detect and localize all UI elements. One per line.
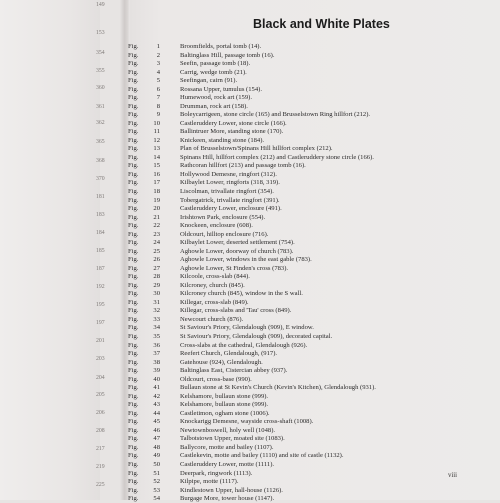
figure-label: Fig. — [128, 102, 139, 110]
figure-caption: Kilbaylet Lower, ringforts (318, 319). — [180, 179, 280, 187]
margin-number: 183 — [96, 212, 105, 218]
figure-caption: Tobergatrick, trivallate ringfort (391). — [180, 196, 280, 204]
margin-number: 208 — [96, 428, 105, 434]
figure-number: 32 — [153, 307, 160, 315]
figure-caption: Aghowle Lower, doorway of church (783). — [180, 247, 294, 255]
figure-caption: Reefert Church, Glendalough, (917). — [180, 350, 278, 358]
margin-number: 149 — [96, 2, 105, 8]
margin-number: 195 — [96, 302, 105, 308]
figure-number: 12 — [153, 136, 160, 144]
margin-number: 368 — [96, 158, 105, 164]
figure-caption: Gatehouse (924), Glendalough. — [180, 358, 263, 366]
margin-number: 187 — [96, 266, 105, 272]
figure-label: Fig. — [128, 128, 139, 136]
figure-label: Fig. — [128, 51, 139, 59]
figure-label: Fig. — [128, 273, 139, 281]
figure-label: Fig. — [128, 324, 139, 332]
figure-caption: Killegar, cross-slab (849). — [180, 298, 249, 306]
figure-label: Fig. — [128, 298, 139, 306]
figure-number: 34 — [153, 324, 160, 332]
figure-label: Fig. — [128, 341, 139, 349]
figure-caption: Plan of Brusselstown/Spinans Hill hillfort complex (212). — [180, 145, 333, 153]
figure-caption: Castleruddery Lower, enclosure (491). — [180, 205, 282, 213]
figure-label: Fig. — [128, 77, 139, 85]
figure-caption: Irishtown Park, enclosure (554). — [180, 213, 266, 221]
figure-number: 6 — [156, 85, 160, 93]
figure-number: 19 — [153, 196, 160, 204]
figure-number: 48 — [153, 443, 160, 451]
figure-caption: Knockeen, enclosure (608). — [180, 222, 253, 230]
figure-number: 5 — [156, 77, 160, 85]
figure-number: 36 — [153, 341, 160, 349]
figure-label: Fig. — [128, 307, 139, 315]
margin-number: 365 — [96, 139, 105, 145]
figure-caption: Killegar, cross-slabs and 'Tau' cross (849). — [180, 307, 292, 315]
figure-label: Fig. — [128, 205, 139, 213]
figure-number: 47 — [153, 435, 160, 443]
figure-number: 35 — [153, 333, 160, 341]
figure-number: 16 — [153, 170, 160, 178]
figure-label: Fig. — [128, 469, 139, 477]
figure-label: Fig. — [128, 145, 139, 153]
margin-number: 370 — [96, 176, 105, 182]
figure-label: Fig. — [128, 247, 139, 255]
margin-number: 355 — [96, 68, 105, 74]
figure-label: Fig. — [128, 136, 139, 144]
figure-label: Fig. — [128, 315, 139, 323]
figure-label: Fig. — [128, 85, 139, 93]
facing-page-left — [0, 0, 100, 500]
figure-label: Fig. — [128, 153, 139, 161]
margin-number: 360 — [96, 85, 105, 91]
figure-number: 3 — [156, 60, 160, 68]
figure-label: Fig. — [128, 333, 139, 341]
figure-number: 54 — [153, 495, 160, 503]
margin-number: 185 — [96, 248, 105, 254]
figure-label: Fig. — [128, 264, 139, 272]
figure-label: Fig. — [128, 111, 139, 119]
figure-number: 40 — [153, 375, 160, 383]
figure-caption: Kilpipe, motte (1117). — [180, 478, 239, 486]
figure-label: Fig. — [128, 43, 139, 50]
figure-caption: Oldcourt, cross-base (990). — [180, 375, 252, 383]
figure-number: 26 — [153, 256, 160, 264]
figure-number: 52 — [153, 478, 160, 486]
figure-caption: Talbotstown Upper, moated site (1083). — [180, 435, 285, 443]
figure-label: Fig. — [128, 60, 139, 68]
margin-number: 205 — [96, 392, 105, 398]
figure-caption: Aghowle Lower, windows in the east gable (783). — [180, 256, 312, 264]
page-title: Black and White Plates — [253, 17, 390, 31]
figure-number: 42 — [153, 392, 160, 400]
margin-number: 219 — [96, 464, 105, 470]
figure-label: Fig. — [128, 196, 139, 204]
figure-label: Fig. — [128, 367, 139, 375]
figure-number: 39 — [153, 367, 160, 375]
figure-number: 8 — [156, 102, 160, 110]
figure-caption: Hollywood Demesne, ringfort (312). — [180, 170, 277, 178]
figure-caption: St Saviour's Priory, Glendalough (909), decorated capital. — [180, 333, 333, 341]
figure-caption: Baltinglass East, Cistercian abbey (937). — [180, 367, 288, 375]
figure-caption: Boleycarrigeen, stone circle (165) and Brusselstown Ring hillfort (212). — [180, 111, 371, 119]
figure-number: 44 — [153, 409, 160, 417]
figure-caption: Knickeen, standing stone (184). — [180, 136, 265, 144]
figure-caption: Drumman, rock art (158). — [180, 102, 248, 110]
figure-caption: Kelshamore, bullaun stone (999). — [180, 392, 269, 400]
margin-number: 197 — [96, 320, 105, 326]
figure-label: Fig. — [128, 495, 139, 503]
figure-number: 14 — [153, 153, 160, 161]
figure-number: 1 — [156, 43, 160, 50]
figure-caption: Kilbaylet Lower, deserted settlement (754). — [180, 239, 295, 247]
margin-number: 354 — [96, 50, 105, 56]
margin-number: 201 — [96, 338, 105, 344]
margin-number: 225 — [96, 482, 105, 488]
margin-number: 192 — [96, 284, 105, 290]
figure-caption: Ballycore, motte and bailey (1107). — [180, 443, 274, 451]
figure-number: 27 — [153, 264, 160, 272]
figure-number: 24 — [153, 239, 160, 247]
figure-number: 46 — [153, 426, 160, 434]
figure-caption: Castlekevin, motte and bailey (1110) and site of castle (1132). — [180, 452, 344, 460]
figure-number: 28 — [153, 273, 160, 281]
figure-number: 23 — [153, 230, 160, 238]
margin-number: 181 — [96, 194, 105, 200]
figure-caption: Carrig, wedge tomb (21). — [180, 68, 247, 76]
figure-label: Fig. — [128, 486, 139, 494]
figure-caption: Baltinglass Hill, passage tomb (16). — [180, 51, 275, 59]
figure-label: Fig. — [128, 409, 139, 417]
figure-label: Fig. — [128, 443, 139, 451]
figure-caption: Bullaun stone at St Kevin's Church (Kevin's Kitchen), Glendalough (931). — [180, 384, 376, 392]
figure-label: Fig. — [128, 68, 139, 76]
figure-caption: Kilcroney church (845), window in the S wall. — [180, 290, 303, 298]
figure-label: Fig. — [128, 350, 139, 358]
margin-number: 184 — [96, 230, 105, 236]
figure-number: 45 — [153, 418, 160, 426]
figure-number: 10 — [153, 119, 160, 127]
figure-number: 9 — [156, 111, 160, 119]
figure-caption: Newcourt church (876). — [180, 315, 244, 323]
figure-caption: Cross-slabs at the cathedral, Glendalough (926). — [180, 341, 308, 349]
margin-number: 217 — [96, 446, 105, 452]
figure-number: 11 — [153, 128, 160, 136]
figure-number: 21 — [153, 213, 160, 221]
figure-label: Fig. — [128, 256, 139, 264]
figure-label: Fig. — [128, 119, 139, 127]
figure-caption: Oldcourt, hilltop enclosure (716). — [180, 230, 269, 238]
figure-caption: Burgage More, tower house (1147). — [180, 495, 275, 503]
figure-caption: Kelshamore, bullaun stone (999). — [180, 401, 269, 409]
figure-number: 41 — [153, 384, 160, 392]
figure-number: 51 — [153, 469, 160, 477]
figure-label: Fig. — [128, 452, 139, 460]
figure-row — [128, 494, 274, 503]
figure-number: 15 — [153, 162, 160, 170]
figure-caption: Liscolman, trivallate ringfort (354). — [180, 188, 274, 195]
figure-label: Fig. — [128, 460, 139, 468]
figure-label: Fig. — [128, 401, 139, 409]
figure-caption: Newtownboswell, holy well (1048). — [180, 426, 276, 434]
figure-label: Fig. — [128, 418, 139, 426]
figure-caption: Deerpark, ringwork (1113). — [180, 469, 253, 477]
figure-number: 18 — [153, 188, 160, 195]
figure-caption: Rathcoran hillfort (213) and passage tomb (16). — [180, 162, 306, 170]
figure-caption: Spinans Hill, hillfort complex (212) and Castleruddery stone circle (166). — [180, 153, 374, 161]
figure-number: 20 — [153, 205, 160, 213]
figure-number: 13 — [153, 145, 160, 153]
figure-label: Fig. — [128, 188, 139, 195]
figure-label: Fig. — [128, 179, 139, 187]
figure-label: Fig. — [128, 213, 139, 221]
figure-number: 31 — [153, 298, 160, 306]
margin-number: 204 — [96, 375, 105, 381]
figure-caption: Seefin, passage tomb (18). — [180, 60, 251, 68]
figure-caption: Kilcoole, cross-slab (844). — [180, 273, 250, 281]
figure-label: Fig. — [128, 281, 139, 289]
figure-number: 30 — [153, 290, 160, 298]
figure-caption: Castletimon, ogham stone (1006). — [180, 409, 270, 417]
figure-number: 29 — [153, 281, 160, 289]
figure-number: 25 — [153, 247, 160, 255]
figure-number: 49 — [153, 452, 160, 460]
figure-caption: Castleruddery Lower, motte (1111). — [180, 460, 275, 468]
figure-caption: Aghowle Lower, St Finden's cross (783). — [180, 264, 289, 272]
figure-label: Fig. — [128, 239, 139, 247]
margin-number: 206 — [96, 410, 105, 416]
figure-number: 37 — [153, 350, 160, 358]
figure-label: Fig. — [128, 170, 139, 178]
figure-caption: Kindlestown Upper, hall-house (1126). — [180, 486, 283, 494]
figure-label: Fig. — [128, 290, 139, 298]
figure-caption: Rossana Upper, tumulus (154). — [180, 85, 262, 93]
figure-number: 4 — [156, 68, 160, 76]
figure-label: Fig. — [128, 94, 139, 102]
figure-number: 38 — [153, 358, 160, 366]
figure-label: Fig. — [128, 392, 139, 400]
figure-caption: St Saviour's Priory, Glendalough (909), E window. — [180, 324, 314, 332]
figure-caption: Humewood, rock art (159). — [180, 94, 252, 102]
figure-label: Fig. — [128, 358, 139, 366]
figure-label: Fig. — [128, 375, 139, 383]
figure-number: 17 — [153, 179, 160, 187]
figure-number: 22 — [153, 222, 160, 230]
figure-label: Fig. — [128, 222, 139, 230]
figure-label: Fig. — [128, 230, 139, 238]
margin-number: 203 — [96, 356, 105, 362]
margin-number: 362 — [96, 120, 105, 126]
figure-label: Fig. — [128, 162, 139, 170]
margin-number: 153 — [96, 30, 105, 36]
figure-number: 43 — [153, 401, 160, 409]
figure-number: 2 — [156, 51, 160, 59]
figure-number: 7 — [156, 94, 160, 102]
figure-caption: Castleruddery Lower, stone circle (166). — [180, 119, 287, 127]
page-number: viii — [448, 472, 458, 479]
figure-caption: Kilcroney, church (845). — [180, 281, 245, 289]
figure-label: Fig. — [128, 478, 139, 486]
figure-number: 33 — [153, 315, 160, 323]
figure-label: Fig. — [128, 384, 139, 392]
figure-caption: Knockarigg Demesne, wayside cross-shaft (1008). — [180, 418, 314, 426]
figure-label: Fig. — [128, 426, 139, 434]
margin-number: 361 — [96, 104, 105, 110]
figure-number: 50 — [153, 460, 160, 468]
figure-number: 53 — [153, 486, 160, 494]
figure-caption: Broomfields, portal tomb (14). — [180, 43, 262, 50]
figure-caption: Ballintruer More, standing stone (170). — [180, 128, 284, 136]
figure-label: Fig. — [128, 435, 139, 443]
figure-caption: Seefingan, cairn (91). — [180, 77, 238, 85]
